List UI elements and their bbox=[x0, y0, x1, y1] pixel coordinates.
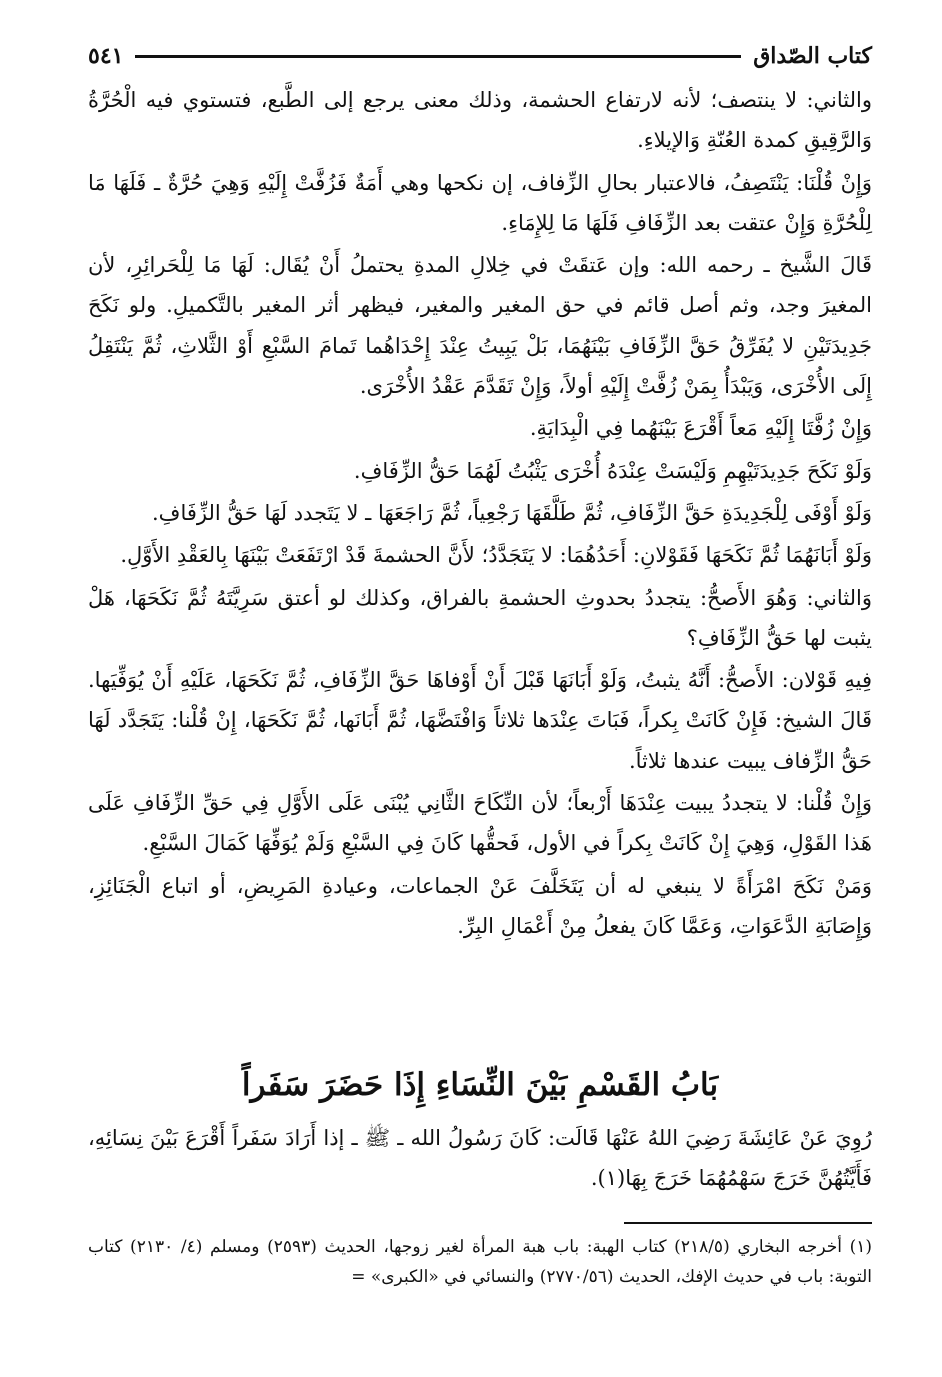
paragraph: وَلَوْ أَوْفَى لِلْجَدِيدَةِ حَقَّ الزِّفَافِ، ثُمَّ طَلَّقَهَا رَجْعِياً، ثُمَّ رَاجَعَهَا ـ لا يَتَجدد لَهَا حَقُّ الزِّفَافِ. bbox=[152, 500, 872, 525]
paragraph: وَلَوْ أَبَانَهُمَا ثُمَّ نَكَحَهَا فَقَوْلانِ: أَحَدُهُمَا: لا يَتَجَدَّدُ؛ لأَنَّ الحشمةَ قَدْ ارْتَفَعَتْ بَيْنَهَا بِالعَقْدِ الأَوَّلِ. bbox=[120, 543, 872, 568]
page-number: ٥٤١ bbox=[88, 43, 124, 69]
paragraph: وَلَوْ نَكَحَ جَدِيدَتَيْهِمِ وَلَيْسَتْ عِنْدَهُ أُخْرَى يَثْبُتُ لَهُمَا حَقُّ الزِّفَافِ. bbox=[353, 458, 872, 483]
hadith-paragraph: رُوِيَ عَنْ عَائِشَةَ رَضِيَ اللهُ عَنْهَا قَالَت: كَانَ رَسُولُ الله ـ ﷺ ـ إذا أَرَادَ سَفَراً أَقْرَعَ بَيْنَ نِسَائِهِ، فَأَيَّتُهُنَّ خَرَجَ سَهْمُهُمَا خَرَجَ بِهَا(١). bbox=[88, 1126, 872, 1190]
footnote-rule bbox=[624, 1222, 872, 1224]
hadith-text bbox=[88, 1118, 872, 1198]
paragraph: وَالثاني: وَهُوَ الأَصحُّ: يتجددُ بحدوثِ الحشمةِ بالفراق، وكذلك لو أعتق سَرِيَّتَهُ ثُمَّ نَكَحَهَا، هَلْ يثبت لها حَقُّ الزِّفَافِ؟ bbox=[88, 585, 872, 650]
paragraph: قَالَ الشَّيخ ـ رحمه الله: وإن عَتقَتْ في خِلالِ المدةِ يحتملُ أَنْ يُقَال: لَهَا مَا لِلْحَرائِرِ، لأن المغيرَ وجد، وثم أصل قائم في حق المغير والمغير، فيظهر أثر المغير بالتَّكميلِ. ولو نَكَحَ جَدِيدَتَيْنِ لا يُفَرِّقُ حَقَّ الزِّفَافِ بَيْنَهُمَا، بَلْ يَبِيتُ عِنْدَ إِحْدَاهُما تَمامَ السَّبْعِ أَوْ الثَّلاثِ، ثُمَّ يَنْتَقِلُ إِلَى الأُخْرَى، وَيَبْدَأُ بِمَنْ زُفَّتْ إِلَيْهِ أولاً، وَإِنْ تَقَدَّمَ عَقْدُ الأُخْرَى. bbox=[88, 253, 872, 399]
paragraph: وَإِنْ قُلْنَا: يَنْتَصِفُ، فالاعتبار بحالِ الزِّفاف، إن نكحها وهي أَمَةٌ فَزُفَّتْ إِلَيْهِ وَهِيَ حُرَّةٌ ـ فَلَهَا مَا لِلْحُرَّةِ وَإِنْ عتقت بعد الزِّفَافِ فَلَهَا مَا لِلإِمَاءِ. bbox=[88, 170, 872, 235]
paragraph: وَإِنْ زُفَّتَا إِلَيْهِ مَعاً أَقْرَعَ بَيْنَهُما فِي الْبِدَايَةِ. bbox=[529, 416, 872, 441]
body-text bbox=[88, 80, 872, 948]
chapter-title: بَابُ القَسْمِ بَيْنَ النِّسَاءِ إِذَا حَضَرَ سَفَراً bbox=[241, 1067, 719, 1103]
paragraph: فِيهِ قَوْلان: الأَصحُّ: أَنَّهُ يثبتُ، وَلَوْ أَبَانَهَا قَبْلَ أَنْ أَوْفاهَا حَقَّ الزِّفَافِ، ثُمَّ نَكَحَهَا، عَلَيْهِ أَنْ يُوَفِّيَها. قَالَ الشيخ: فَإِنْ كَانَتْ بِكراً، فَبَاتَ عِنْدَها ثلاثاً وَافْتَضَّهَا، ثُمَّ أَبَانَها، ثُمَّ نَكَحَهَا، إِنْ قُلْنا: يَتَجَدَّد لَهَا حَقُّ الزِّفاف يبيت عندها ثلاثاً. bbox=[88, 668, 872, 773]
book-title: كتاب الصّداق bbox=[753, 43, 872, 69]
header-rule bbox=[135, 55, 741, 58]
footnotes bbox=[88, 1232, 872, 1292]
paragraph: وَمَنْ نَكَحَ امْرَأَةً لا ينبغي له أن يَتَخَلَّفَ عَنْ الجماعات، وعيادةِ المَرِيضِ، أو اتباع الْجَنَائِزِ، وَإِصَابَةِ الدَّعَوَاتِ، وَعَمَّا كَانَ يفعلُ مِنْ أَعْمَالِ البِرِّ. bbox=[88, 873, 872, 938]
footnote: (١) أخرجه البخاري (٢١٨/٥) كتاب الهبة: باب هبة المرأة لغير زوجها، الحديث (٢٥٩٣) ومسلم (٤/ ٢١٣٠) كتاب التوبة: باب في حديث الإفك، الحديث (٢٧٧٠/٥٦) والنسائي في «الكبرى» = bbox=[88, 1237, 872, 1287]
paragraph: والثاني: لا ينتصف؛ لأنه لارتفاع الحشمة، وذلك معنى يرجع إلى الطَّبع، فتستوي فيه الْحُرَّةُ وَالرَّقِيقِ كمدة العُنّةِ وَالإيلاءِ. bbox=[88, 88, 872, 153]
paragraph: وَإِنْ قُلْنا: لا يتجددُ يبيت عِنْدَهَا أَرْبعاً؛ لأن النِّكَاحَ الثَّانِي يُبْنَى عَلَى الأَوَّلِ فِي حَقِّ الزِّفَافِ عَلَى هَذا القَوْلِ، وَهِيَ إِنْ كَانَتْ بِكراً في الأول، فَحقُّها كَانَ فِي السَّبْعِ وَلَمْ يُوَفِّهَا كَمَالَ السَّبْعِ. bbox=[88, 791, 872, 856]
running-header bbox=[88, 38, 872, 74]
